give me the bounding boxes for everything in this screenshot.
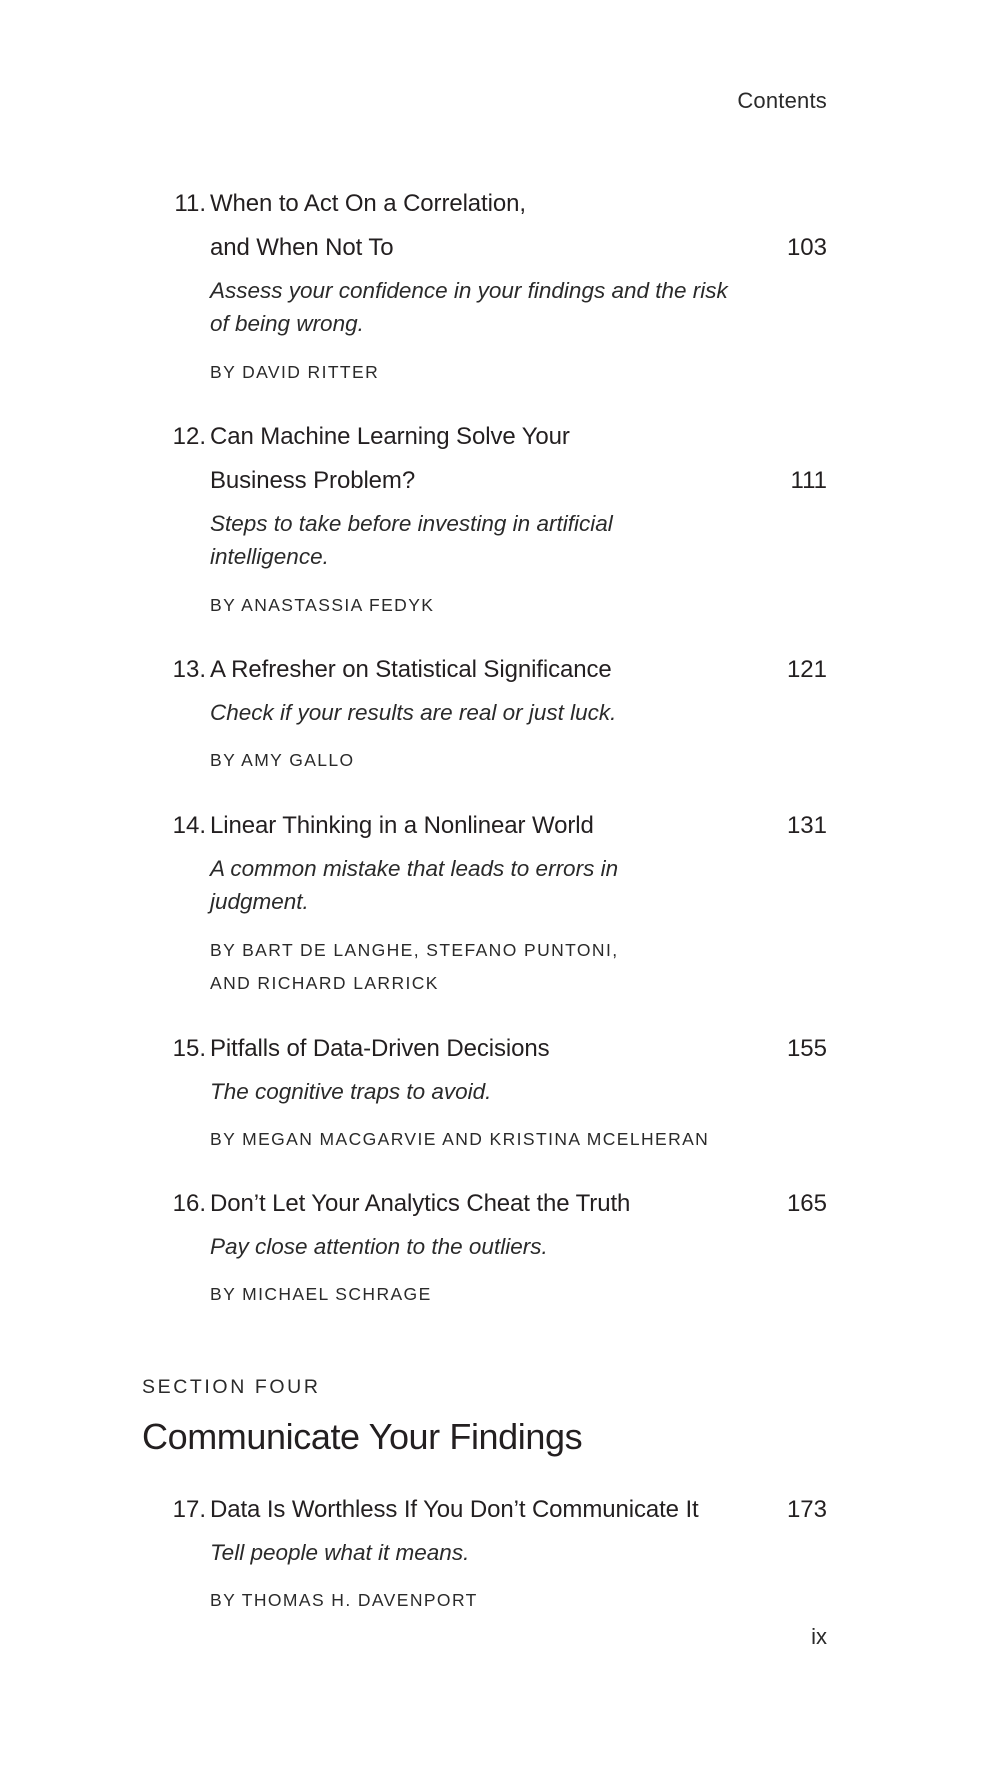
section-label: SECTION FOUR (142, 1376, 321, 1398)
entry-page-number[interactable]: 165 (786, 1190, 827, 1217)
entry-description: Assess your confidence in your findings and the risk of being wrong. (210, 278, 728, 336)
entry-number: 11. (174, 190, 206, 217)
entry-number: 12. (172, 423, 206, 450)
entry-description: A common mistake that leads to errors in judgment. (210, 856, 619, 914)
entry-description: Check if your results are real or just luck. (210, 700, 617, 725)
entry-title-line-1[interactable]: Pitfalls of Data-Driven Decisions (210, 1035, 550, 1062)
entry-page-number[interactable]: 103 (786, 234, 827, 261)
entry-page-number[interactable]: 131 (786, 812, 827, 839)
entry-description: Pay close attention to the outliers. (210, 1234, 548, 1259)
entry-title-line-1[interactable]: Don’t Let Your Analytics Cheat the Truth (210, 1190, 631, 1217)
entry-description: Tell people what it means. (210, 1540, 470, 1565)
entry-page-number[interactable]: 155 (786, 1035, 827, 1062)
entry-number: 14. (172, 812, 206, 839)
entry-title-line-1[interactable]: Can Machine Learning Solve Your (210, 423, 570, 450)
running-head: Contents (737, 88, 827, 113)
entry-title-line-2[interactable]: Business Problem? (210, 467, 416, 494)
entry-number: 17. (172, 1496, 206, 1523)
entry-title-line-1[interactable]: A Refresher on Statistical Significance (210, 656, 612, 683)
page-folio: ix (811, 1624, 827, 1649)
entry-number: 16. (172, 1190, 206, 1217)
entry-number: 13. (172, 656, 206, 683)
entry-title-line-1[interactable]: Linear Thinking in a Nonlinear World (210, 812, 594, 839)
entry-author: BY MEGAN MACGARVIE AND KRISTINA MCELHERAN (210, 1129, 710, 1149)
section-title[interactable]: Communicate Your Findings (142, 1416, 583, 1457)
entry-author-line-1: BY BART DE LANGHE, STEFANO PUNTONI, (210, 940, 619, 960)
entry-page-number[interactable]: 111 (790, 467, 827, 494)
entry-author-line-2: AND RICHARD LARRICK (210, 973, 439, 993)
entry-author: BY DAVID RITTER (210, 362, 380, 382)
entry-author: BY ANASTASSIA FEDYK (210, 595, 435, 615)
entry-description: The cognitive traps to avoid. (210, 1079, 492, 1104)
entry-title-line-2[interactable]: and When Not To (210, 234, 394, 261)
entry-number: 15. (172, 1035, 206, 1062)
entry-title-line-1[interactable]: Data Is Worthless If You Don’t Communicate It (210, 1496, 699, 1523)
entry-title-line-1[interactable]: When to Act On a Correlation, (210, 190, 526, 217)
entry-author: BY AMY GALLO (210, 750, 355, 770)
entry-page-number[interactable]: 173 (786, 1496, 827, 1523)
entry-author: BY MICHAEL SCHRAGE (210, 1284, 432, 1304)
entry-description: Steps to take before investing in artificial intelligence. (210, 511, 613, 569)
entry-author: BY THOMAS H. DAVENPORT (210, 1590, 478, 1610)
entry-page-number[interactable]: 121 (786, 656, 827, 683)
